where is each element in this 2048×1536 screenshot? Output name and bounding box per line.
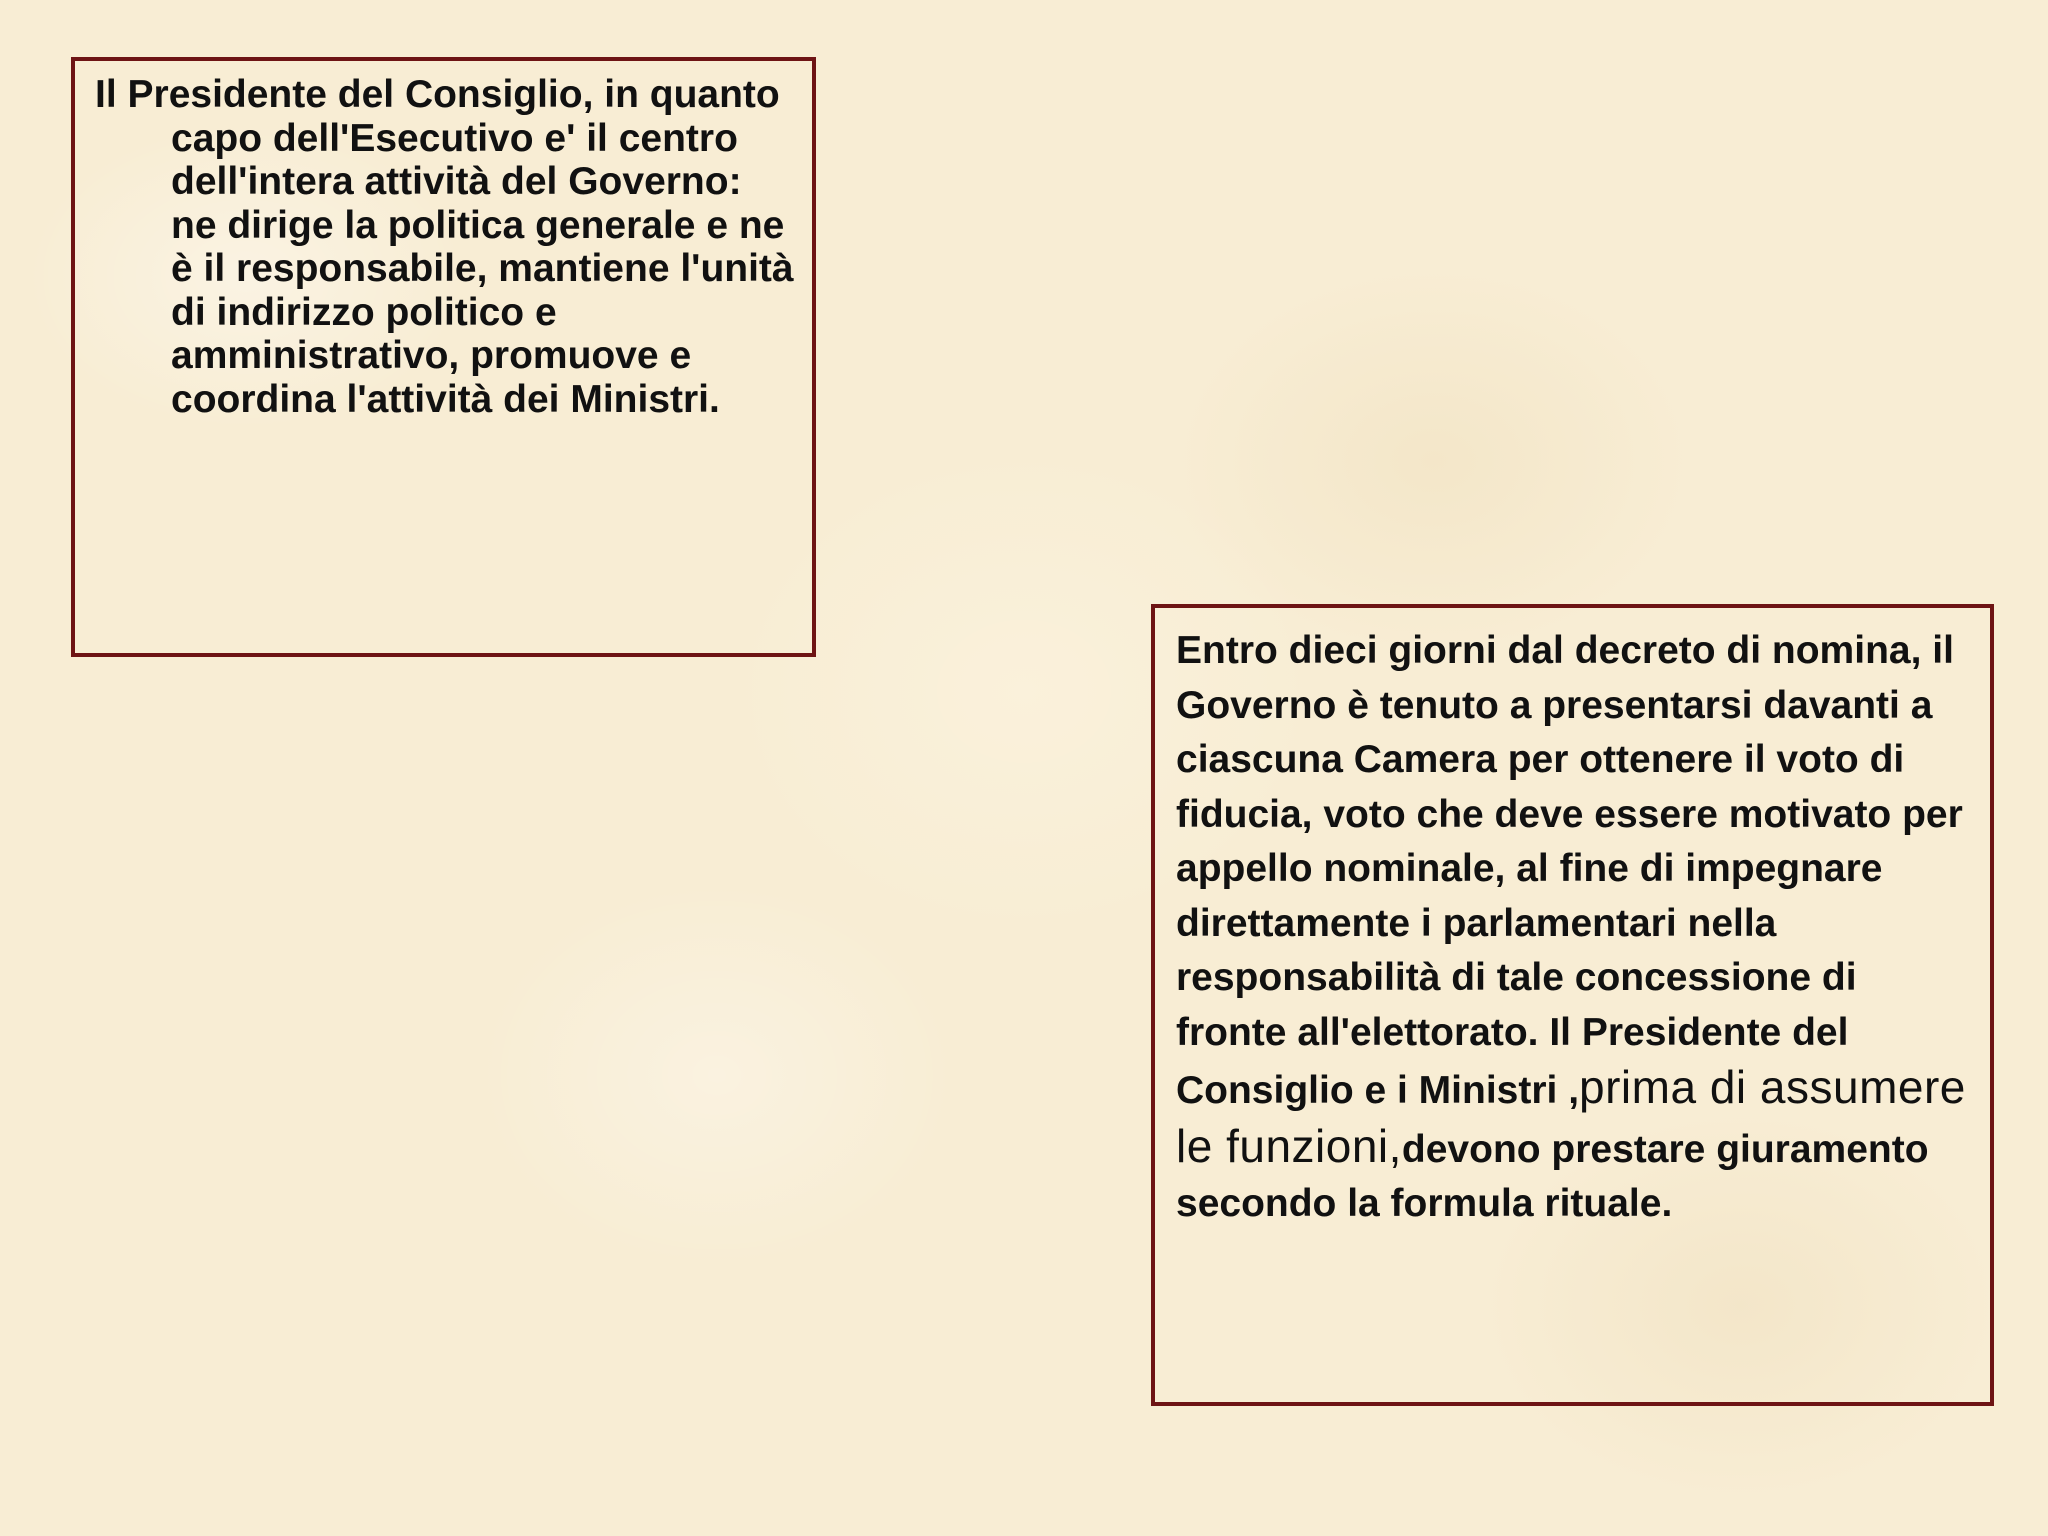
fiducia-text-box [1151,604,1994,1406]
fiducia-paragraph [1176,624,1970,1232]
presidente-paragraph: Il Presidente del Consiglio, in quanto capo dell'Esecutivo e' il centro dell'intera attività del Governo: ne dirige la politica generale e ne è il responsabile, mantiene l'unità di indirizzo politico e amministrativo, promuove e coordina l'attività dei Ministri. [95,73,794,421]
fiducia-text-part3: devono prestare giuramento secondo la formula rituale. [1176,1127,1929,1225]
fiducia-text-part1: Entro dieci giorni dal decreto di nomina, il Governo è tenuto a presentarsi davanti a ciascuna Camera per ottenere il voto di fiducia, voto che deve essere motivato per appello nominale, al fine di impegnare direttamente i parlamentari nella responsabilità di tale concessione di fronte all'elettorato. Il Presidente del Consiglio e i Ministri , [1176,629,1963,1112]
fiducia-text-part2-large: prima di assumere le funzioni, [1176,1061,1966,1172]
presidente-text-box [71,57,816,657]
